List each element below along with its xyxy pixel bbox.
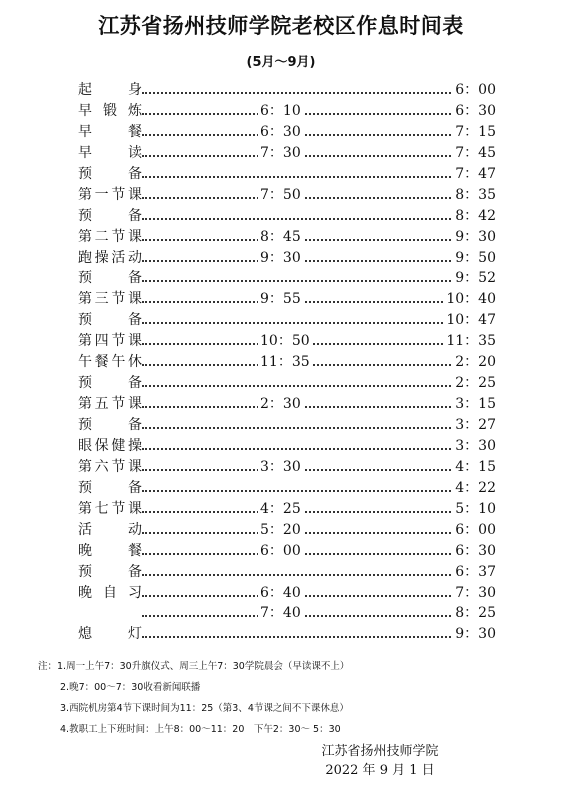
schedule-row [78, 227, 496, 248]
start-time: 3：30 [258, 457, 303, 478]
note-item: 4.教职工上下班时间：上午8：00～11：20 下午2：30～ 5：30 [60, 724, 341, 735]
end-time: 6：00 [453, 80, 496, 101]
start-time: 2：30 [258, 394, 303, 415]
schedule-row [78, 268, 496, 289]
end-time: 4：15 [453, 457, 496, 478]
end-time: 9：30 [453, 624, 496, 645]
activity-name: 第一节课 [78, 185, 142, 206]
end-time: 6：30 [453, 101, 496, 122]
schedule-row [78, 541, 496, 562]
signature-date: 2022 年 9 月 1 日 [325, 763, 435, 778]
schedule-row [78, 164, 496, 185]
note-item: 注：1.周一上午7：30升旗仪式、周三上午7：30学院晨会（早读课不上） [38, 661, 350, 672]
dot-leader [142, 490, 458, 492]
schedule-row [78, 436, 496, 457]
schedule-row [78, 122, 496, 143]
activity-name: 晚自习 [78, 583, 142, 604]
dot-leader [142, 427, 458, 429]
end-time: 9：30 [453, 227, 496, 248]
end-time: 7：30 [453, 583, 496, 604]
signature-org: 江苏省扬州技师学院 [321, 744, 439, 759]
end-time: 8：25 [453, 603, 496, 624]
activity-name: 早 餐 [78, 122, 142, 143]
end-time: 7：47 [453, 164, 496, 185]
end-time: 4：22 [453, 478, 496, 499]
activity-name: 预 备 [78, 562, 142, 583]
schedule-row [78, 562, 496, 583]
document-subtitle: (5月～9月) [246, 55, 316, 70]
schedule-row [78, 80, 496, 101]
activity-name: 起 身 [78, 80, 142, 101]
schedule-row [78, 248, 496, 269]
activity-name: 预 备 [78, 268, 142, 289]
activity-name: 预 备 [78, 164, 142, 185]
end-time: 3：15 [453, 394, 496, 415]
dot-leader [142, 176, 458, 178]
end-time: 3：27 [453, 415, 496, 436]
start-time: 11：35 [258, 352, 312, 373]
schedule-row [78, 624, 496, 645]
start-time: 8：45 [258, 227, 303, 248]
activity-name: 预 备 [78, 415, 142, 436]
dot-leader [142, 218, 458, 220]
end-time: 8：42 [453, 206, 496, 227]
activity-name: 预 备 [78, 478, 142, 499]
end-time: 10：40 [444, 289, 496, 310]
start-time: 6：40 [258, 583, 303, 604]
dot-leader [142, 385, 458, 387]
schedule-row [78, 289, 496, 310]
end-time: 9：50 [453, 248, 496, 269]
end-time: 6：00 [453, 520, 496, 541]
start-time: 6：30 [258, 122, 303, 143]
dot-leader [142, 574, 458, 576]
end-time: 6：30 [453, 541, 496, 562]
dot-leader [142, 636, 458, 638]
activity-name: 第七节课 [78, 499, 142, 520]
schedule-row [78, 394, 496, 415]
start-time: 6：00 [258, 541, 303, 562]
start-time: 6：10 [258, 101, 303, 122]
activity-name: 第三节课 [78, 289, 142, 310]
schedule-row [78, 415, 496, 436]
activity-name: 跑操活动 [78, 248, 142, 269]
activity-name: 第二节课 [78, 227, 142, 248]
end-time: 2：20 [453, 352, 496, 373]
schedule-row [78, 583, 496, 604]
document-title: 江苏省扬州技师学院老校区作息时间表 [98, 14, 464, 38]
start-time: 10：50 [258, 331, 312, 352]
activity-name: 眼保健操 [78, 436, 142, 457]
start-time: 4：25 [258, 499, 303, 520]
activity-name: 第四节课 [78, 331, 142, 352]
end-time: 7：45 [453, 143, 496, 164]
activity-name: 第五节课 [78, 394, 142, 415]
activity-name: 第六节课 [78, 457, 142, 478]
end-time: 6：37 [453, 562, 496, 583]
activity-name: 预 备 [78, 206, 142, 227]
activity-name: 预 备 [78, 310, 142, 331]
start-time: 9：30 [258, 248, 303, 269]
note-item: 2.晚7：00～7：30收看新闻联播 [60, 682, 201, 693]
schedule-row [78, 499, 496, 520]
activity-name: 预 备 [78, 373, 142, 394]
start-time: 7：40 [258, 603, 303, 624]
start-time: 7：30 [258, 143, 303, 164]
schedule-row [78, 185, 496, 206]
schedule-row [78, 457, 496, 478]
end-time: 9：52 [453, 268, 496, 289]
end-time: 7：15 [453, 122, 496, 143]
end-time: 5：10 [453, 499, 496, 520]
schedule-row [78, 143, 496, 164]
activity-name: 午餐午休 [78, 352, 142, 373]
activity-name: 早锻炼 [78, 101, 142, 122]
schedule-row [78, 206, 496, 227]
schedule-row [78, 603, 496, 624]
schedule-row [78, 331, 496, 352]
end-time: 2：25 [453, 373, 496, 394]
activity-name: 活 动 [78, 520, 142, 541]
activity-name: 早 读 [78, 143, 142, 164]
schedule-row [78, 352, 496, 373]
schedule-table [78, 80, 496, 645]
notes-section [38, 656, 538, 740]
schedule-row [78, 520, 496, 541]
note-item: 3.西院机房第4节下课时间为11：25（第3、4节课之间不下课休息） [60, 703, 349, 714]
start-time: 9：55 [258, 289, 303, 310]
schedule-row [78, 101, 496, 122]
end-time: 11：35 [444, 331, 496, 352]
schedule-row [78, 478, 496, 499]
end-time: 10：47 [444, 310, 496, 331]
dot-leader [142, 280, 458, 282]
schedule-row [78, 310, 496, 331]
start-time: 7：50 [258, 185, 303, 206]
signature-block [300, 742, 460, 780]
end-time: 8：35 [453, 185, 496, 206]
activity-name: 熄 灯 [78, 624, 142, 645]
end-time: 3：30 [453, 436, 496, 457]
activity-name: 晚 餐 [78, 541, 142, 562]
dot-leader [142, 92, 458, 94]
dot-leader [142, 448, 458, 450]
start-time: 5：20 [258, 520, 303, 541]
schedule-row [78, 373, 496, 394]
dot-leader [142, 322, 458, 324]
